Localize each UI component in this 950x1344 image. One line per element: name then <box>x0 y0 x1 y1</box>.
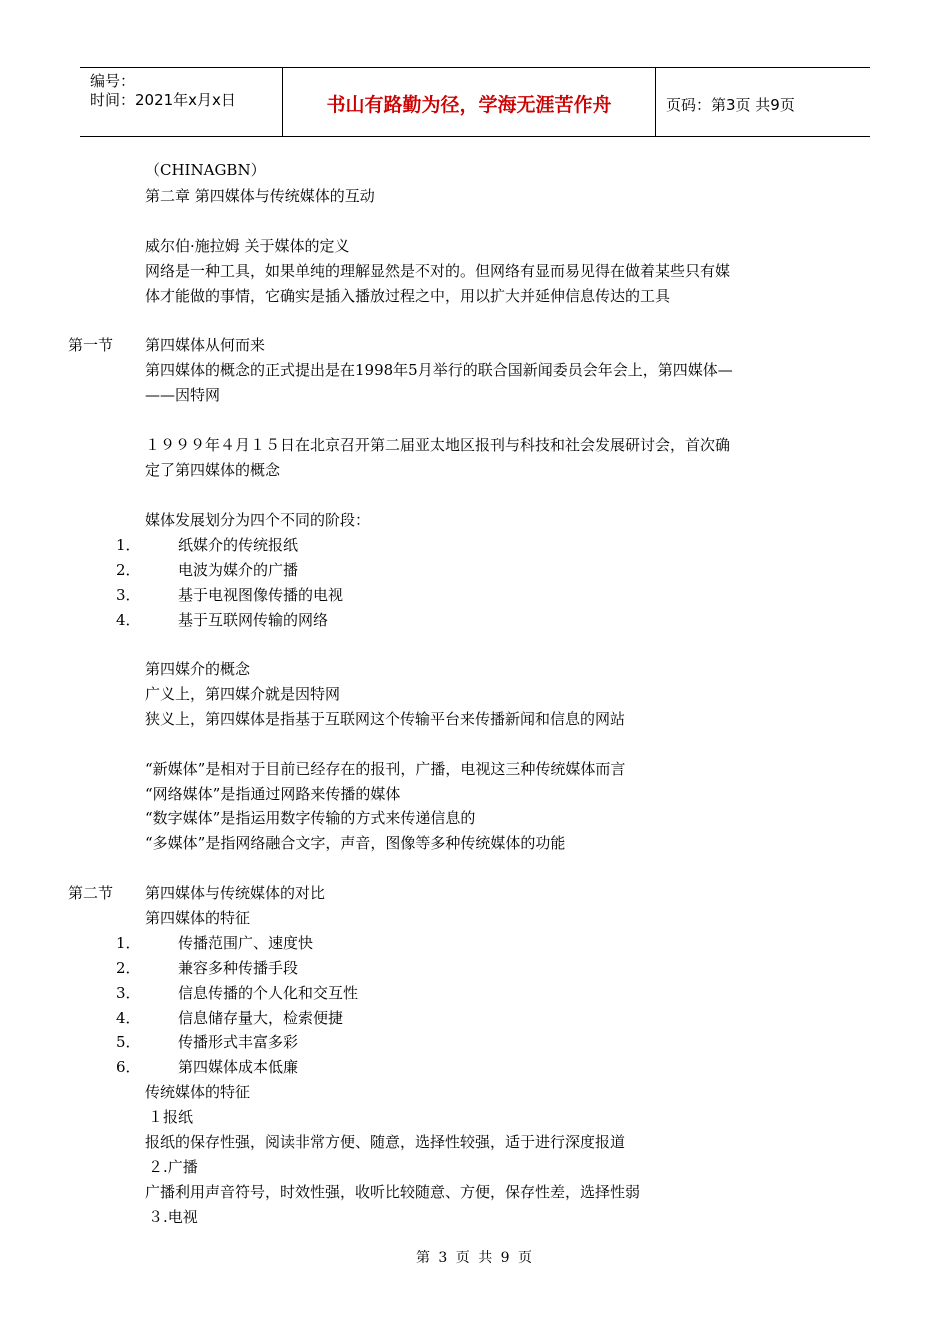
header-divider-2 <box>655 68 656 136</box>
page-footer: 第 3 页 共 9 页 <box>415 1250 535 1266</box>
paragraph-line: 体才能做的事情，它确实是插入播放过程之中，用以扩大并延伸信息传达的工具 <box>145 287 671 305</box>
paragraph-line: 第四媒体的概念的正式提出是在1998年5月举行的联合国新闻委员会年会上，第四媒体— <box>145 361 733 379</box>
subheading: 第四媒介的概念 <box>145 660 251 678</box>
paragraph-line: 定了第四媒体的概念 <box>145 461 281 479</box>
paragraph-line: 狭义上，第四媒体是指基于互联网这个传输平台来传播新闻和信息的网站 <box>145 710 626 728</box>
paragraph-line: 广义上，第四媒介就是因特网 <box>145 685 341 703</box>
chapter-title: 第二章 第四媒体与传统媒体的互动 <box>145 187 375 205</box>
list-item: 传播形式丰富多彩 <box>178 1033 299 1051</box>
media-item-heading: ２.广播 <box>148 1158 198 1176</box>
list-number: 1． <box>116 536 141 554</box>
list-item: 信息传播的个人化和交互性 <box>178 984 359 1002</box>
definition-heading: 威尔伯·施拉姆 关于媒体的定义 <box>145 237 350 255</box>
subheading: 传统媒体的特征 <box>145 1083 251 1101</box>
paragraph-line: “多媒体”是指网络融合文字，声音，图像等多种传统媒体的功能 <box>145 834 566 852</box>
list-item: 信息储存量大，检索便捷 <box>178 1009 344 1027</box>
list-number: 5． <box>116 1033 141 1051</box>
date-label: 时间：2021年x月x日 <box>90 91 236 109</box>
list-number: 6． <box>116 1058 141 1076</box>
section-title: 第四媒体从何而来 <box>145 336 266 354</box>
source-tag: （CHINAGBN） <box>145 161 266 179</box>
header-left <box>90 72 236 110</box>
section-label: 第二节 <box>68 884 114 902</box>
section-title: 第四媒体与传统媒体的对比 <box>145 884 326 902</box>
list-number: 4． <box>116 1009 141 1027</box>
number-label: 编号： <box>90 72 136 90</box>
page-header <box>80 67 870 137</box>
list-number: 3． <box>116 984 141 1002</box>
list-item: 基于互联网传输的网络 <box>178 611 329 629</box>
list-number: 1． <box>116 934 141 952</box>
paragraph-line: ——因特网 <box>145 386 221 404</box>
header-page-info: 页码：第3页 共9页 <box>666 96 795 114</box>
list-item: 纸媒介的传统报纸 <box>178 536 299 554</box>
paragraph-line: １９９９年４月１５日在北京召开第二届亚太地区报刊与科技和社会发展研讨会，首次确 <box>145 436 731 454</box>
list-number: 2． <box>116 561 141 579</box>
list-number: 3． <box>116 586 141 604</box>
paragraph-line: “网络媒体”是指通过网路来传播的媒体 <box>145 785 401 803</box>
paragraph-line: 网络是一种工具，如果单纯的理解显然是不对的。但网络有显而易见得在做着某些只有媒 <box>145 262 731 280</box>
paragraph-line: 广播利用声音符号，时效性强，收听比较随意、方便，保存性差，选择性弱 <box>145 1183 641 1201</box>
list-item: 兼容多种传播手段 <box>178 959 299 977</box>
list-number: 2． <box>116 959 141 977</box>
subheading: 第四媒体的特征 <box>145 909 251 927</box>
media-item-heading: １报纸 <box>148 1108 194 1126</box>
list-number: 4． <box>116 611 141 629</box>
media-item-heading: ３.电视 <box>148 1208 198 1226</box>
header-motto: 书山有路勤为径，学海无涯苦作舟 <box>326 94 612 116</box>
list-item: 传播范围广、速度快 <box>178 934 314 952</box>
paragraph-line: “数字媒体”是指运用数字传输的方式来传递信息的 <box>145 809 476 827</box>
list-item: 基于电视图像传播的电视 <box>178 586 344 604</box>
list-intro: 媒体发展划分为四个不同的阶段： <box>145 511 371 529</box>
paragraph-line: 报纸的保存性强，阅读非常方便、随意，选择性较强，适于进行深度报道 <box>145 1133 626 1151</box>
list-item: 电波为媒介的广播 <box>178 561 299 579</box>
section-label: 第一节 <box>68 336 114 354</box>
list-item: 第四媒体成本低廉 <box>178 1058 299 1076</box>
paragraph-line: “新媒体”是相对于目前已经存在的报刊，广播，电视这三种传统媒体而言 <box>145 760 626 778</box>
